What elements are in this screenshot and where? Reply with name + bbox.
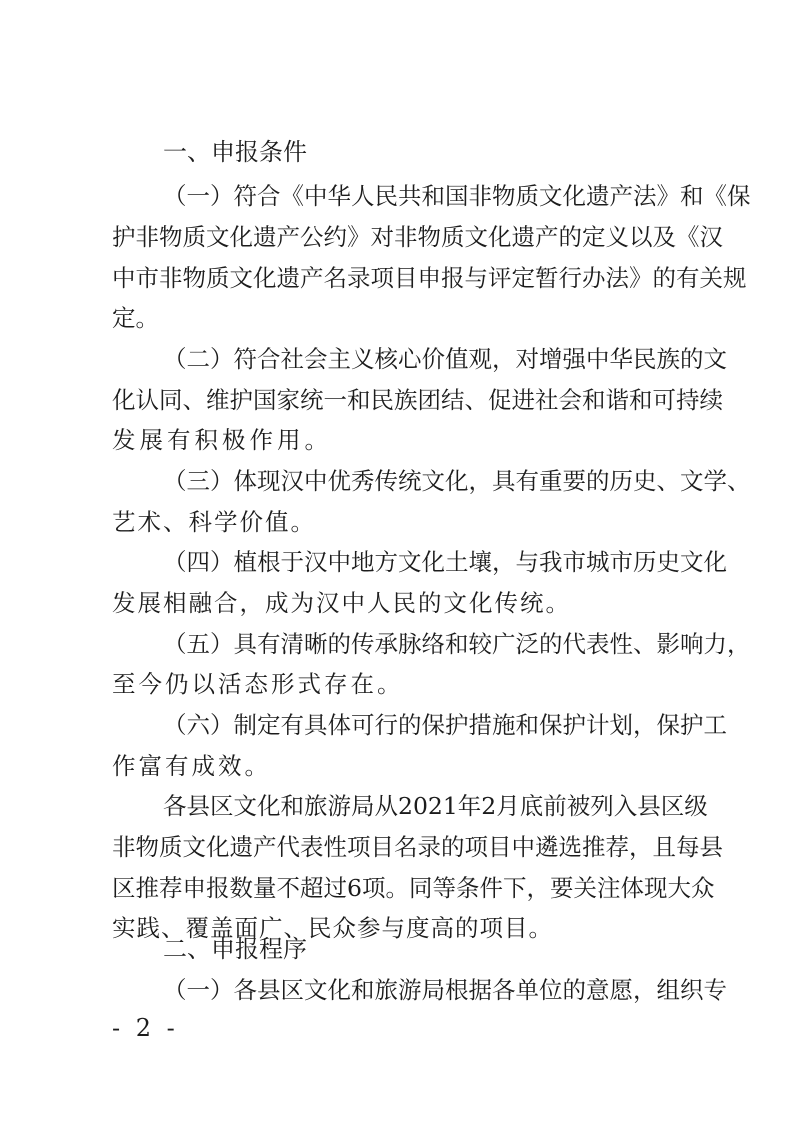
paragraph-line: （四）植根于汉中地方文化土壤，与我市城市历史文化 [163,548,727,576]
paragraph-line: （六）制定有具体可行的保护措施和保护计划，保护工 [163,711,727,739]
paragraph-line: 护非物质文化遗产公约》对非物质文化遗产的定义以及《汉 [112,223,723,251]
paragraph-line: 中市非物质文化遗产名录项目申报与评定暂行办法》的有关规 [112,264,747,292]
paragraph-line: 化认同、维护国家统一和民族团结、促进社会和谐和可持续 [112,386,723,414]
paragraph-line: 定。 [112,304,159,332]
section-heading-application-procedure: 二、申报程序 [163,935,307,963]
paragraph-line: 至今仍以活态形式存在。 [112,670,404,698]
paragraph-line: 发展有积极作用。 [112,426,332,454]
section-heading-application-conditions: 一、申报条件 [163,138,307,166]
paragraph-line: 区推荐申报数量不超过6项。同等条件下，要关注体现大众 [112,874,715,902]
paragraph-line: 发展相融合，成为汉中人民的文化传统。 [112,589,571,617]
paragraph-line: （一）符合《中华人民共和国非物质文化遗产法》和《保 [163,182,751,210]
paragraph-line: （一）各县区文化和旅游局根据各单位的意愿，组织专 [163,976,727,1004]
paragraph-line: 非物质文化遗产代表性项目名录的项目中遴选推荐，且每县 [112,833,723,861]
paragraph-line: 作富有成效。 [112,752,271,780]
paragraph-line: 艺术、科学价值。 [112,508,316,536]
paragraph-line: （五）具有清晰的传承脉络和较广泛的代表性、影响力， [163,630,751,658]
paragraph-line: 实践、覆盖面广、民众参与度高的项目。 [112,914,553,942]
page-number: - 2 - [112,1014,179,1042]
paragraph-line: （二）符合社会主义核心价值观，对增强中华民族的文 [163,345,727,373]
paragraph-line: （三）体现汉中优秀传统文化，具有重要的历史、文学、 [163,467,751,495]
paragraph-line: 各县区文化和旅游局从2021年2月底前被列入县区级 [163,792,708,820]
